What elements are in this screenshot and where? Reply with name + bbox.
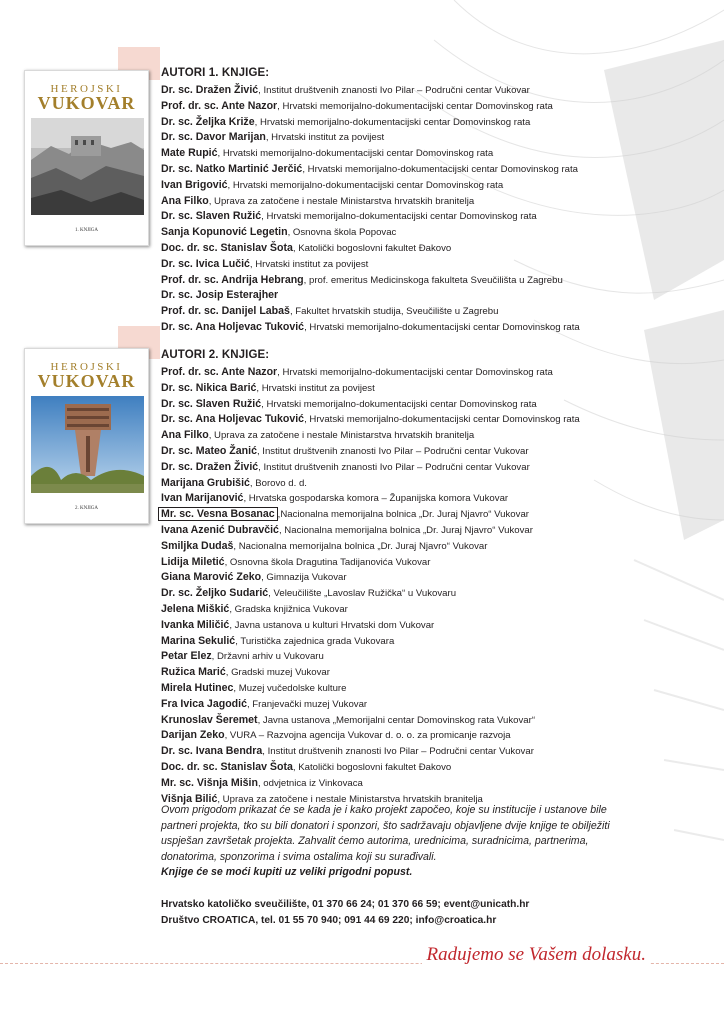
author-row: Dr. sc. Nikica Barić, Hrvatski institut za povijest bbox=[161, 381, 375, 394]
author-row-highlighted: Mr. sc. Vesna Bosanac ,Nacionalna memorijalna bolnica „Dr. Juraj Njavro“ Vukovar bbox=[161, 507, 580, 523]
author-row: Darijan Zeko, VURA – Razvojna agencija Vukovar d. o. o. za promicanje razvoja bbox=[161, 729, 511, 742]
author-row: Giana Marović Zeko, Gimnazija Vukovar bbox=[161, 571, 347, 584]
book1-authors-heading: AUTORI 1. KNJIGE: bbox=[161, 67, 270, 79]
contact-line: Hrvatsko katoličko sveučilište, 01 370 66 24; 01 370 66 59; event@unicath.hr bbox=[161, 899, 530, 910]
author-row: Mirela Hutinec, Muzej vučedolske kulture bbox=[161, 681, 347, 694]
author-row: Ivana Azenić Dubravčić, Nacionalna memorijalna bolnica „Dr. Juraj Njavro“ Vukovar bbox=[161, 523, 533, 536]
author-row: Dr. sc. Ana Holjevac Tuković, Hrvatski memorijalno-dokumentacijski centar Domovinskog rata bbox=[161, 413, 580, 426]
closing-line: partneri projekta, tko su bili donatori i sponzori, što sadržavaju objavljene dvije knjige te obilježiti bbox=[161, 819, 610, 832]
closing-paragraph bbox=[161, 803, 681, 881]
discount-note: Knjige će se moći kupiti uz veliki prigodni popust. bbox=[161, 866, 413, 878]
author-row: Dr. sc. Davor Marijan, Hrvatski institut za povijest bbox=[161, 131, 385, 144]
author-row: Dr. sc. Slaven Ružić, Hrvatski memorijalno-dokumentacijski centar Domovinskog rata bbox=[161, 210, 537, 223]
author-row: Jelena Miškić, Gradska knjižnica Vukovar bbox=[161, 602, 348, 615]
author-row: Marina Sekulić, Turistička zajednica grada Vukovara bbox=[161, 634, 395, 647]
author-row: Doc. dr. sc. Stanislav Šota, Katolički bogoslovni fakultet Đakovo bbox=[161, 760, 452, 773]
author-row: Sanja Kopunović Legetin, Osnovna škola Popovac bbox=[161, 226, 397, 239]
author-row: Dr. sc. Mateo Žanić, Institut društvenih znanosti Ivo Pilar – Područni centar Vukovar bbox=[161, 444, 529, 457]
author-row: Fra Ivica Jagodić, Franjevački muzej Vukovar bbox=[161, 697, 368, 710]
author-row: Dr. sc. Željka Križe, Hrvatski memorijalno-dokumentacijski centar Domovinskog rata bbox=[161, 115, 531, 128]
book2-authors-heading: AUTORI 2. KNJIGE: bbox=[161, 349, 270, 361]
author-row: Dr. sc. Natko Martinić Jerčić, Hrvatski memorijalno-dokumentacijski centar Domovinskog rata bbox=[161, 162, 578, 175]
author-row: Dr. sc. Željko Sudarić, Veleučilište „Lavoslav Ružička“ u Vukovaru bbox=[161, 587, 457, 600]
author-row: Dr. sc. Ana Holjevac Tuković, Hrvatski memorijalno-dokumentacijski centar Domovinskog rata bbox=[161, 320, 580, 333]
contacts-block bbox=[161, 897, 529, 928]
book1-cover-volume: 1. KNJIGA bbox=[74, 228, 99, 233]
author-row: Dr. sc. Dražen Živić, Institut društvenih znanosti Ivo Pilar – Područni centar Vukovar bbox=[161, 460, 530, 473]
author-row: Ružica Marić, Gradski muzej Vukovar bbox=[161, 666, 330, 679]
book2-cover-photo bbox=[31, 396, 144, 493]
book2-authors-section bbox=[161, 347, 580, 807]
book2-author-list bbox=[161, 365, 580, 807]
author-row: Mr. sc. Višnja Mišin, odvjetnica iz Vinkovaca bbox=[161, 776, 363, 789]
book1-author-list bbox=[161, 83, 580, 336]
author-row: Petar Elez, Državni arhiv u Vukovaru bbox=[161, 650, 324, 663]
author-row: Prof. dr. sc. Ante Nazor, Hrvatski memorijalno-dokumentacijski centar Domovinskog rata bbox=[161, 99, 553, 112]
book2-cover bbox=[24, 348, 149, 524]
author-row: Prof. dr. sc. Ante Nazor, Hrvatski memorijalno-dokumentacijski centar Domovinskog rata bbox=[161, 366, 553, 378]
book2-cover-volume: 2. KNJIGA bbox=[74, 506, 99, 511]
closing-line: uspješan završetak projekta. Zahvalit ćemo autorima, urednicima, suradnicima, partnerima, bbox=[161, 835, 589, 847]
author-row: Doc. dr. sc. Stanislav Šota, Katolički bogoslovni fakultet Đakovo bbox=[161, 241, 452, 254]
author-row: Krunoslav Šeremet, Javna ustanova „Memorijalni centar Domovinskog rata Vukovar“ bbox=[161, 713, 536, 726]
book1-cover bbox=[24, 70, 149, 246]
author-row: Dr. sc. Ivica Lučić, Hrvatski institut za povijest bbox=[161, 257, 369, 270]
author-row: Dr. sc. Josip Esterajher bbox=[161, 289, 279, 302]
footer-tagline: Radujemo se Vašem dolasku. bbox=[422, 944, 650, 966]
author-row: Ivanka Miličić, Javna ustanova u kulturi Hrvatski dom Vukovar bbox=[161, 618, 435, 631]
author-row: Smiljka Dudaš, Nacionalna memorijalna bolnica „Dr. Juraj Njavro“ Vukovar bbox=[161, 539, 488, 552]
author-row: Ana Filko, Uprava za zatočene i nestale Ministarstva hrvatskih branitelja bbox=[161, 194, 475, 207]
contact-line: Društvo CROATICA, tel. 01 55 70 940; 091 44 69 220; info@croatica.hr bbox=[161, 914, 497, 926]
author-row: Dr. sc. Slaven Ružić, Hrvatski memorijalno-dokumentacijski centar Domovinskog rata bbox=[161, 397, 537, 410]
author-row: Mate Rupić, Hrvatski memorijalno-dokumentacijski centar Domovinskog rata bbox=[161, 147, 494, 160]
author-row: Ana Filko, Uprava za zatočene i nestale Ministarstva hrvatskih branitelja bbox=[161, 429, 475, 442]
author-row: Dr. sc. Dražen Živić, Institut društvenih znanosti Ivo Pilar – Područni centar Vukovar bbox=[161, 84, 530, 96]
book2-cover-title-top: HEROJSKI bbox=[50, 361, 123, 373]
book1-cover-title-top: HEROJSKI bbox=[50, 83, 123, 95]
book2-cover-title-main: VUKOVAR bbox=[37, 371, 136, 391]
book1-cover-title-main: VUKOVAR bbox=[37, 93, 136, 113]
closing-line: Ovom prigodom prikazat će se kada je i kako projekt započeo, koje su institucije i ustanove bile bbox=[161, 804, 607, 816]
author-row: Marijana Grubišić, Borovo d. d. bbox=[161, 476, 307, 489]
closing-line: donatorima, sponzorima i svima ostalima koji su surađivali. bbox=[161, 850, 437, 863]
author-row: Ivan Brigović, Hrvatski memorijalno-dokumentacijski centar Domovinskog rata bbox=[161, 178, 504, 191]
author-row: Prof. dr. sc. Andrija Hebrang, prof. emeritus Medicinskoga fakulteta Sveučilišta u Zagrebu bbox=[161, 273, 563, 286]
author-row: Lidija Miletić, Osnovna škola Dragutina Tadijanovića Vukovar bbox=[161, 555, 431, 568]
author-row: Dr. sc. Ivana Bendra, Institut društvenih znanosti Ivo Pilar – Područni centar Vukovar bbox=[161, 745, 534, 758]
author-row: Prof. dr. sc. Danijel Labaš, Fakultet hrvatskih studija, Sveučilište u Zagrebu bbox=[161, 305, 499, 318]
author-row: Višnja Bilić, Uprava za zatočene i nestale Ministarstva hrvatskih branitelja bbox=[161, 792, 483, 805]
book1-cover-photo bbox=[31, 118, 144, 215]
book1-authors-section bbox=[161, 65, 580, 336]
author-row: Ivan Marijanović, Hrvatska gospodarska komora – Županijska komora Vukovar bbox=[161, 492, 509, 505]
